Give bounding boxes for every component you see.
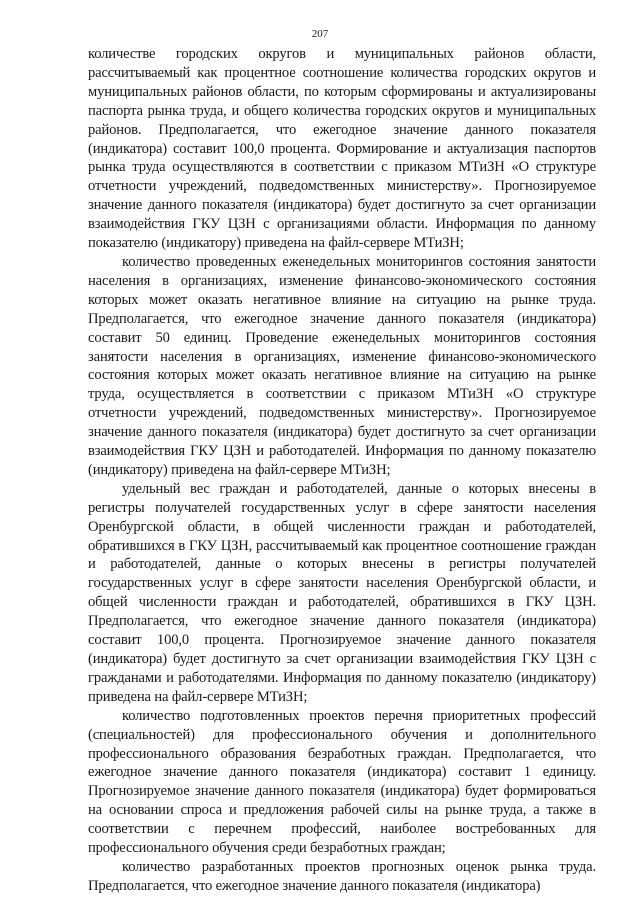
paragraph-priority-professions: количество подготовленных проектов перечня приоритетных профессий (специальностей) для профессионального обучения и дополнительного профессионального образования безработных граждан. Предполагается, что ежегодное значение данного показателя (индикатора) составит 1 единицу. Прогнозируемое значение данного показателя (индикатора) будет формироваться на основании спроса и предложения рабочей силы на рынке труда, а также в соответствии с перечнем профессий, наиболее востребованных для профессионального обучения среди безработных граждан; xyxy=(88,707,596,857)
document-body xyxy=(88,45,596,896)
paragraph-registry-share: удельный вес граждан и работодателей, данные о которых внесены в регистры получателей государственных услуг в сфере занятости населения Оренбургской области, в общей численности граждан и работодателей, обратившихся в ГКУ ЦЗН, рассчитываемый как процентное соотношение граждан и работодателей, данные о которых внесены в регистры получателей государственных услуг в сфере занятости населения Оренбургской области, и общей численности граждан и работодателей, обратившихся в ГКУ ЦЗН. Предполагается, что ежегодное значение данного показателя (индикатора) составит 100,0 процента. Прогнозируемое значение данного показателя (индикатора) будет достигнуто за счет организации взаимодействия ГКУ ЦЗН с гражданами и работодателями. Информация по данному показателю (индикатору) приведена на файл-сервере МТиЗН; xyxy=(88,480,596,705)
paragraph-labor-market-forecasts: количество разработанных проектов прогнозных оценок рынка труда. Предполагается, что ежегодное значение данного показателя (индикатора) xyxy=(88,858,596,894)
page-number: 207 xyxy=(311,28,329,40)
paragraph-labor-market-passports: количестве городских округов и муниципальных районов области, рассчитываемый как процентное соотношение количества городских округов и муниципальных районов области, по которым сформированы и актуализированы паспорта рынка труда, и общего количества городских округов и муниципальных районов. Предполагается, что ежегодное значение данного показателя (индикатора) составит 100,0 процента. Формирование и актуализация паспортов рынка труда осуществляются в соответствии с приказом МТиЗН «О структуре отчетности учреждений, подведомственных министерству». Прогнозируемое значение данного показателя (индикатора) будет достигнуто за счет организации взаимодействия ГКУ ЦЗН с организациями области. Информация по данному показателю (индикатору) приведена на файл-сервере МТиЗН; xyxy=(88,46,596,252)
paragraph-weekly-monitoring: количество проведенных еженедельных мониторингов состояния занятости населения в организациях, изменение финансово-экономического состояния которых может оказать негативное влияние на ситуацию на рынке труда. Предполагается, что ежегодное значение данного показателя (индикатора) составит 50 единиц. Проведение еженедельных мониторингов состояния занятости населения в организациях, изменение финансово-экономического состояния которых может оказать негативное влияние на ситуацию на рынке труда, осуществляется в соответствии с приказом МТиЗН «О структуре отчетности учреждений, подведомственных министерству». Прогнозируемое значение данного показателя (индикатора) будет достигнуто за счет организации взаимодействия ГКУ ЦЗН и работодателей. Информация по данному показателю (индикатору) приведена на файл-сервере МТиЗН; xyxy=(88,253,596,478)
